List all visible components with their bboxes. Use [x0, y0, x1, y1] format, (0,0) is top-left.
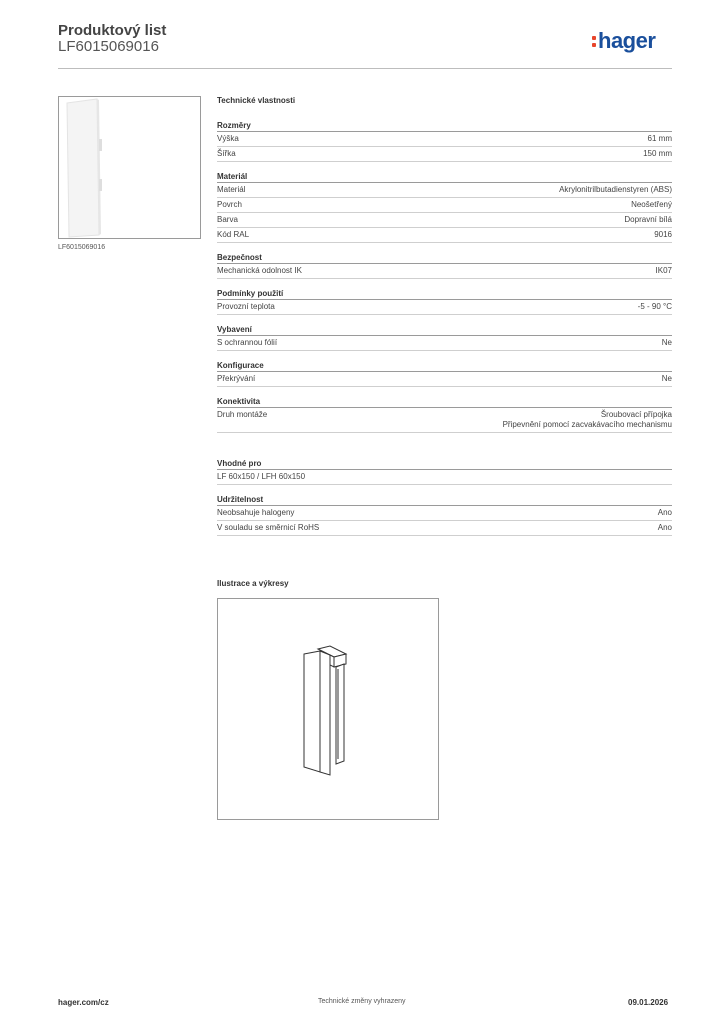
spec-row: [217, 470, 672, 485]
spec-row: [217, 183, 672, 198]
illustration-drawing: [217, 598, 439, 820]
row-value: Dopravní bílá: [624, 215, 672, 224]
section-vhodne: [217, 458, 672, 485]
section-head: Vhodné pro: [217, 458, 672, 470]
hager-logo[interactable]: [592, 28, 655, 54]
row-value: Ne: [661, 338, 672, 347]
section-material: [217, 171, 672, 243]
row-value: Akrylonitrilbutadienstyren (ABS): [559, 185, 672, 194]
product-code: LF6015069016: [58, 38, 159, 55]
footer-date: 09.01.2026: [628, 998, 669, 1007]
end-cap-drawing-icon: [218, 599, 438, 819]
product-photo-icon: [59, 97, 200, 238]
logo-dots-icon: [592, 36, 597, 48]
section-udrzitelnost: [217, 494, 672, 536]
spec-table: [217, 94, 672, 545]
section-head: Konfigurace: [217, 360, 672, 372]
row-value: Ano: [657, 508, 672, 517]
section-head: Vybavení: [217, 324, 672, 336]
section-head: Materiál: [217, 171, 672, 183]
row-value: -5 - 90 °C: [637, 302, 672, 311]
header-divider: [58, 68, 672, 69]
footer-note: Technické změny vyhrazeny: [318, 998, 406, 1005]
row-value: 9016: [654, 230, 672, 239]
section-vybaveni: [217, 324, 672, 351]
spec-row: [217, 336, 672, 351]
illustration-title: Ilustrace a výkresy: [217, 579, 289, 588]
spec-row: [217, 300, 672, 315]
row-value-line: Šroubovací přípojka: [600, 410, 672, 419]
row-label: Šířka: [217, 149, 236, 158]
row-label: S ochrannou fólií: [217, 338, 278, 347]
row-label: Neobsahuje halogeny: [217, 508, 295, 517]
row-value: Neošetřený: [631, 200, 672, 209]
logo-text: hager: [598, 28, 656, 53]
section-head: Rozměry: [217, 120, 672, 132]
row-value: [503, 410, 672, 430]
row-label: Provozní teplota: [217, 302, 275, 311]
section-podminky: [217, 288, 672, 315]
section-rozmery: [217, 120, 672, 162]
row-label: LF 60x150 / LFH 60x150: [217, 472, 306, 481]
footer-website-link[interactable]: hager.com/cz: [58, 998, 109, 1007]
product-image: [58, 96, 201, 239]
spec-row: [217, 228, 672, 243]
row-label: Povrch: [217, 200, 242, 209]
section-konektivita: [217, 396, 672, 433]
row-value: IK07: [655, 266, 672, 275]
row-label: Druh montáže: [217, 410, 268, 419]
row-value: Ano: [657, 523, 672, 532]
spec-row: [217, 198, 672, 213]
row-label: V souladu se směrnicí RoHS: [217, 523, 320, 532]
row-label: Kód RAL: [217, 230, 250, 239]
section-head: Udržitelnost: [217, 494, 672, 506]
row-label: Překrývání: [217, 374, 256, 383]
page-title: Produktový list: [58, 22, 167, 39]
product-caption: LF6015069016: [58, 244, 106, 251]
spec-row: [217, 506, 672, 521]
spec-row: [217, 408, 672, 433]
row-label: Materiál: [217, 185, 246, 194]
row-label: Barva: [217, 215, 238, 224]
spec-row: [217, 264, 672, 279]
section-head: Podmínky použití: [217, 288, 672, 300]
spec-row: [217, 372, 672, 387]
row-value: Ne: [661, 374, 672, 383]
section-head: Bezpečnost: [217, 252, 672, 264]
spec-row: [217, 132, 672, 147]
section-konfigurace: [217, 360, 672, 387]
section-bezpecnost: [217, 252, 672, 279]
spec-row: [217, 521, 672, 536]
row-value: 61 mm: [647, 134, 672, 143]
section-head: Konektivita: [217, 396, 672, 408]
spec-title: Technické vlastnosti: [217, 96, 296, 105]
spec-row: [217, 147, 672, 162]
row-label: Výška: [217, 134, 239, 143]
row-label: Mechanická odolnost IK: [217, 266, 302, 275]
spec-row: [217, 213, 672, 228]
row-value: 150 mm: [643, 149, 672, 158]
row-value-line: Připevnění pomocí zacvakávacího mechanismu: [502, 420, 672, 429]
